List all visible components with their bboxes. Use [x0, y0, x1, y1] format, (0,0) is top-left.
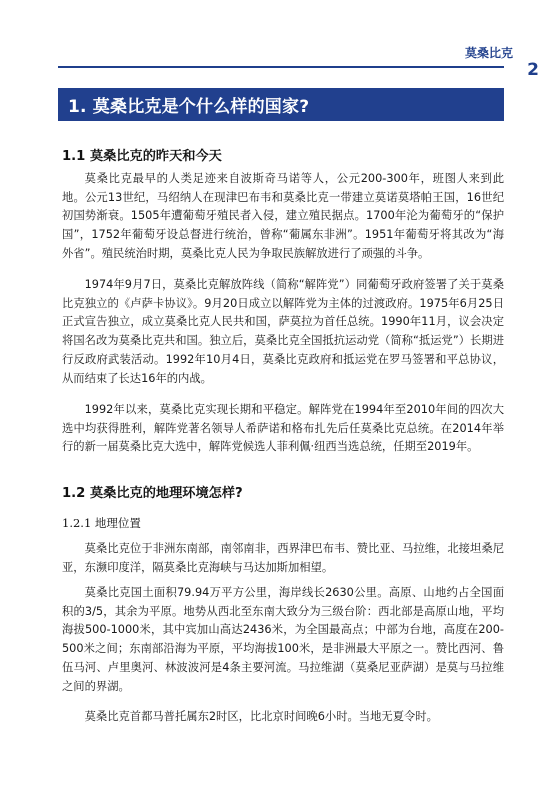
chapter-title: 1. 莫桑比克是个什么样的国家?	[68, 97, 310, 117]
section-heading-1-1: 1.1 莫桑比克的昨天和今天	[62, 149, 222, 164]
header-rule	[58, 66, 504, 68]
subsection-heading-1-2-1: 1.2.1 地理位置	[62, 516, 141, 530]
section-heading-1-2: 1.2 莫桑比克的地理环境怎样?	[62, 486, 243, 501]
chapter-title-bar	[58, 88, 504, 121]
paragraph-history: 莫桑比克最早的人类足迹来自波斯奇马诺等人，公元200-300年，班图人来到此地。公元13世纪，马绍纳人在现津巴布韦和莫桑比克一带建立莫诺莫塔帕王国，16世纪初国势渐衰。1505年遭葡萄牙殖民者入侵，建立殖民据点。1700年沦为葡萄牙的“保护国”，1752年葡萄牙设总督进行统治，曾称“葡属东非洲”。1951年葡萄牙将其改为“海外省”。殖民统治时期，莫桑比克人民为争取民族解放进行了顽强的斗争。	[62, 172, 504, 260]
page-number: 2	[527, 60, 539, 80]
paragraph-terrain: 莫桑比克国土面积79.94万平方公里，海岸线长2630公里。高原、山地约占全国面积的3/5，其余为平原。地势从西北至东南大致分为三级台阶：西北部是高原山地，平均海拔500-1000米，其中宾加山高达2436米，为全国最高点；中部为台地，高度在200-500米之间；东南部沿海为平原，平均海拔100米，是非洲最大平原之一。赞比西河、鲁伍马河、卢里奥河、林波波河是4条主要河流。马拉维湖（莫桑尼亚萨湖）是莫与马拉维之间的界湖。	[62, 586, 504, 693]
paragraph-peace: 1992年以来，莫桑比克实现长期和平稳定。解阵党在1994年至2010年间的四次大选中均获得胜利，解阵党著名领导人希萨诺和格布扎先后任莫桑比克总统。在2014年举行的新一届莫桑比克大选中，解阵党候选人菲利佩·纽西当选总统，任期至2019年。	[62, 403, 504, 454]
paragraph-location: 莫桑比克位于非洲东南部，南邻南非，西界津巴布韦、赞比亚、马拉维，北接坦桑尼亚，东濒印度洋，隔莫桑比克海峡与马达加斯加相望。	[62, 542, 504, 574]
running-head: 莫桑比克	[464, 46, 513, 60]
paragraph-independence: 1974年9月7日，莫桑比克解放阵线（简称“解阵党”）同葡萄牙政府签署了关于莫桑比克独立的《卢萨卡协议》。9月20日成立以解阵党为主体的过渡政府。1975年6月25日正式宣告独立，成立莫桑比克人民共和国，萨莫拉为首任总统。1990年11月，议会决定将国名改为莫桑比克共和国。独立后，莫桑比克全国抵抗运动党（简称“抵运党”）长期进行反政府武装活动。1992年10月4日，莫桑比克政府和抵运党在罗马签署和平总协议，从而结束了长达16年的内战。	[62, 278, 504, 385]
paragraph-timezone: 莫桑比克首都马普托属东2时区，比北京时间晚6小时。当地无夏令时。	[84, 710, 438, 723]
